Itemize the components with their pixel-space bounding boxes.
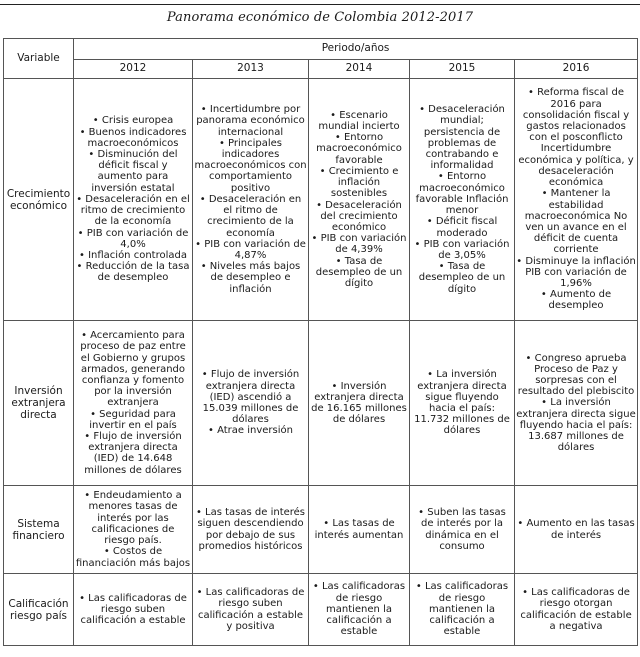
cell	[74, 321, 193, 486]
bullet-item: • Reducción de la tasa de desempleo	[75, 261, 191, 283]
cell-content	[310, 518, 408, 540]
bullet-item: • Disminución del déficit fiscal y aumento para inversión estatal	[75, 149, 191, 194]
cell-content	[75, 330, 191, 476]
bullet-item: • Atrae inversión	[194, 425, 307, 436]
bullet-item: • Costos de financiación más bajos	[75, 546, 191, 568]
bullet-item: • Las calificadoras de riesgo suben calificación a estable	[75, 593, 191, 627]
year-2015: 2015	[410, 60, 515, 79]
bullet-item: • Niveles más bajos de desempleo e inflación	[194, 261, 307, 295]
row-label: Inversión extranjera directa	[4, 321, 74, 486]
cell-content	[75, 490, 191, 568]
cell-content	[516, 518, 636, 540]
bullet-item: • Flujo de inversión extranjera directa (IED) ascendió a 15.039 millones de dólares	[194, 369, 307, 425]
bullet-item: • Tasa de desempleo de un dígito	[411, 261, 513, 295]
bullet-item: • Suben las tasas de interés por la dinámica en el consumo	[411, 507, 513, 552]
bullet-item: • Entorno macroeconómico favorable Inflación menor	[411, 171, 513, 216]
cell-content	[411, 369, 513, 436]
cell	[309, 321, 410, 486]
cell	[410, 79, 515, 321]
table-title: Panorama económico de Colombia 2012-2017	[166, 10, 474, 25]
cell-content	[411, 104, 513, 294]
economic-panorama-table	[3, 38, 638, 646]
cell-content	[516, 353, 636, 454]
cell-content	[194, 369, 307, 436]
bullet-item: • PIB con variación de 4,0%	[75, 228, 191, 250]
bullet-item: • La inversión extranjera directa sigue fluyendo hacia el país: 13.687 millones de dólares	[516, 397, 636, 453]
cell	[193, 574, 309, 646]
bullet-item: • Desaceleración del crecimiento económico	[310, 200, 408, 234]
bullet-item: • Aumento de desempleo	[516, 289, 636, 311]
bullet-item: • Entorno macroeconómico favorable	[310, 132, 408, 166]
header-period: Periodo/años	[74, 39, 638, 60]
bullet-item: • Las calificadoras de riesgo mantienen la calificación a estable	[411, 581, 513, 637]
row-sistema-financiero	[4, 486, 638, 574]
cell	[410, 486, 515, 574]
bullet-item: • Seguridad para invertir en el país	[75, 409, 191, 431]
bullet-item: • PIB con variación de 4,39%	[310, 233, 408, 255]
cell	[515, 486, 638, 574]
bullet-item: • Crecimiento e inflación sostenibles	[310, 166, 408, 200]
bullet-item: • Flujo de inversión extranjera directa (IED) de 14.648 millones de dólares	[75, 431, 191, 476]
cell-content	[310, 581, 408, 637]
cell	[515, 574, 638, 646]
year-2016: 2016	[515, 60, 638, 79]
bullet-item: • Tasa de desempleo de un dígito	[310, 256, 408, 290]
year-row	[4, 60, 638, 79]
bullet-item: • Congreso aprueba Proceso de Paz y sorpresas con el resultado del plebiscito	[516, 353, 636, 398]
cell	[193, 79, 309, 321]
bullet-item: • Mantener la estabilidad macroeconómica No ven un avance en el déficit de cuenta corriente	[516, 188, 636, 255]
bullet-item: • Aumento en las tasas de interés	[516, 518, 636, 540]
bullet-item: • Inversión extranjera directa de 16.165 millones de dólares	[310, 381, 408, 426]
bullet-item: • Desaceleración mundial; persistencia de problemas de contrabando e informalidad	[411, 104, 513, 171]
cell-content	[411, 507, 513, 552]
bullet-item: • La inversión extranjera directa sigue fluyendo hacia el país: 11.732 millones de dólares	[411, 369, 513, 436]
top-rule	[0, 4, 640, 5]
year-2012: 2012	[74, 60, 193, 79]
year-2013: 2013	[193, 60, 309, 79]
cell-content	[194, 587, 307, 632]
bullet-item: • Las tasas de interés siguen descendiendo por debajo de sus promedios históricos	[194, 507, 307, 552]
bullet-item: • Incertidumbre por panorama económico internacional	[194, 104, 307, 138]
cell-content	[310, 110, 408, 289]
bullet-item: • Las calificadoras de riesgo suben calificación a estable y positiva	[194, 587, 307, 632]
cell	[515, 79, 638, 321]
cell	[309, 574, 410, 646]
row-label: Calificación riesgo país	[4, 574, 74, 646]
cell-content	[75, 115, 191, 283]
bullet-item: • PIB con variación de 4,87%	[194, 239, 307, 261]
bullet-item: • Las calificadoras de riesgo mantienen la calificación a estable	[310, 581, 408, 637]
cell	[410, 321, 515, 486]
cell	[309, 79, 410, 321]
bullet-item: • Crisis europea	[75, 115, 191, 126]
cell-content	[516, 587, 636, 632]
row-calificacion-riesgo	[4, 574, 638, 646]
row-label: Sistema financiero	[4, 486, 74, 574]
bullet-item: • PIB con variación de 3,05%	[411, 239, 513, 261]
cell-content	[194, 104, 307, 294]
bullet-item: • Las calificadoras de riesgo otorgan calificación de estable a negativa	[516, 587, 636, 632]
bullet-item: • Las tasas de interés aumentan	[310, 518, 408, 540]
cell-content	[310, 381, 408, 426]
bullet-item: • Déficit fiscal moderado	[411, 216, 513, 238]
row-label: Crecimiento económico	[4, 79, 74, 321]
cell	[515, 321, 638, 486]
cell-content	[194, 507, 307, 552]
cell	[74, 79, 193, 321]
cell-content	[516, 87, 636, 311]
cell-content	[75, 593, 191, 627]
year-2014: 2014	[309, 60, 410, 79]
cell-content	[411, 581, 513, 637]
bullet-item: • Desaceleración en el ritmo de crecimiento de la economía	[194, 194, 307, 239]
row-inversion-extranjera	[4, 321, 638, 486]
bullet-item: • Principales indicadores macroeconómicos con comportamiento positivo	[194, 138, 307, 194]
header-variable: Variable	[4, 39, 74, 79]
bullet-item: • Escenario mundial incierto	[310, 110, 408, 132]
cell	[410, 574, 515, 646]
cell	[193, 321, 309, 486]
bullet-item: • Disminuye la inflación PIB con variación de 1,96%	[516, 256, 636, 290]
bullet-item: • Reforma fiscal de 2016 para consolidación fiscal y gastos relacionados con el posconflicto Incertidumbre económica y política, y desaceleración económica	[516, 87, 636, 188]
bullet-item: • Acercamiento para proceso de paz entre el Gobierno y grupos armados, generando confianza y fomento por la inversión extranjera	[75, 330, 191, 408]
cell	[309, 486, 410, 574]
cell	[193, 486, 309, 574]
bullet-item: • Desaceleración en el ritmo de crecimiento de la economía	[75, 194, 191, 228]
header-row	[4, 39, 638, 60]
cell	[74, 486, 193, 574]
row-crecimiento-economico	[4, 79, 638, 321]
bullet-item: • Endeudamiento a menores tasas de interés por las calificaciones de riesgo país.	[75, 490, 191, 546]
bullet-item: • Inflación controlada	[75, 250, 191, 261]
cell	[74, 574, 193, 646]
bullet-item: • Buenos indicadores macroeconómicos	[75, 127, 191, 149]
